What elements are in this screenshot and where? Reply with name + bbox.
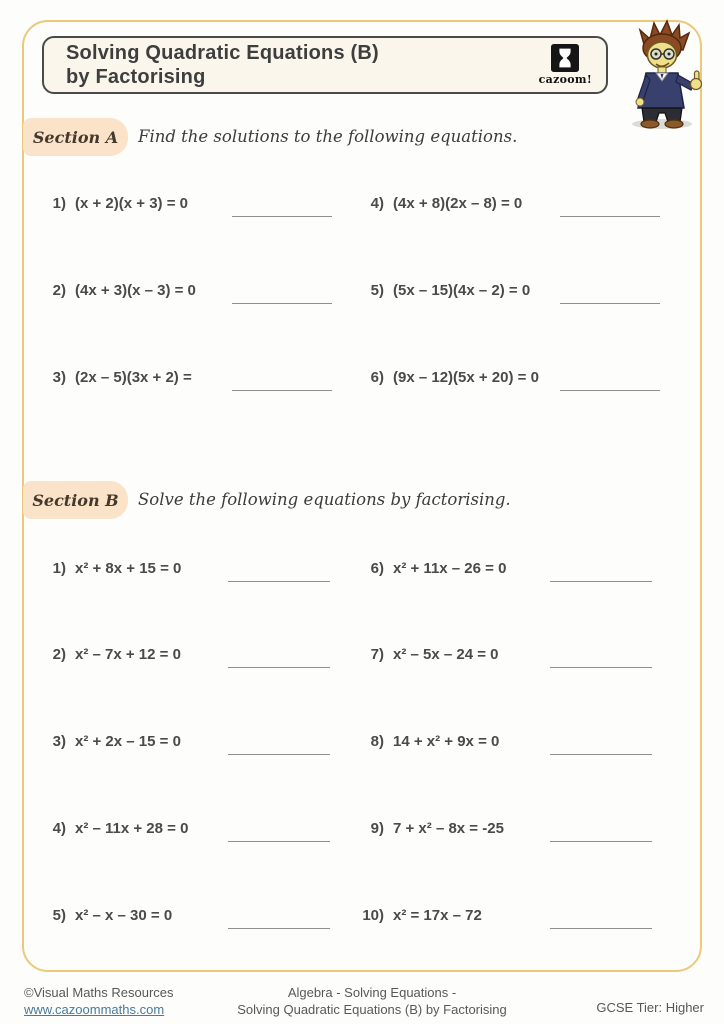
question-equation: 7 + x² – 8x = -25 <box>393 820 504 837</box>
question-row-b10 <box>356 907 482 924</box>
section-b-label: Section B <box>23 481 128 519</box>
question-row-b5 <box>38 907 172 924</box>
question-number: 6) <box>370 560 384 577</box>
question-number: 5) <box>370 282 384 299</box>
question-equation: x² – 11x + 28 = 0 <box>75 820 189 837</box>
answer-line-a6[interactable] <box>560 390 660 391</box>
question-number: 9) <box>370 820 384 837</box>
question-equation: (x + 2)(x + 3) = 0 <box>75 195 188 212</box>
question-number: 1) <box>52 560 66 577</box>
question-equation: (2x – 5)(3x + 2) = <box>75 369 192 386</box>
answer-line-a4[interactable] <box>560 216 660 217</box>
page-title-line1: Solving Quadratic Equations (B) <box>66 42 379 64</box>
answer-line-b8[interactable] <box>550 754 652 755</box>
answer-line-b5[interactable] <box>228 928 330 929</box>
question-equation: (9x – 12)(5x + 20) = 0 <box>393 369 539 386</box>
question-row-b3 <box>38 733 181 750</box>
footer-topic-line2: Solving Quadratic Equations (B) by Factorising <box>237 1002 507 1017</box>
question-row-a2 <box>38 282 196 299</box>
question-row-b8 <box>356 733 499 750</box>
question-number: 5) <box>52 907 66 924</box>
question-equation: x² – x – 30 = 0 <box>75 907 173 924</box>
question-row-a5 <box>356 282 530 299</box>
question-number: 2) <box>52 282 66 299</box>
website-link[interactable]: www.cazoommaths.com <box>24 1002 165 1017</box>
cazoom-logo <box>539 44 592 86</box>
answer-line-b7[interactable] <box>550 667 652 668</box>
question-number: 6) <box>370 369 384 386</box>
footer-topic-line1: Algebra - Solving Equations - <box>287 985 457 1000</box>
question-number: 8) <box>370 733 384 750</box>
answer-line-b10[interactable] <box>550 928 652 929</box>
page-title-line2: by Factorising <box>66 66 206 88</box>
question-equation: x² + 11x – 26 = 0 <box>393 560 507 577</box>
answer-line-b3[interactable] <box>228 754 330 755</box>
question-row-b7 <box>356 646 499 663</box>
question-row-b2 <box>38 646 181 663</box>
question-number: 10) <box>362 907 384 924</box>
answer-line-b1[interactable] <box>228 581 330 582</box>
question-equation: x² = 17x – 72 <box>393 907 482 924</box>
worksheet-title-box <box>42 36 608 94</box>
hourglass-icon <box>551 44 579 72</box>
question-number: 4) <box>370 195 384 212</box>
section-a-instruction: Find the solutions to the following equations. <box>138 127 518 146</box>
footer-topic-block <box>172 984 572 1018</box>
question-equation: (4x + 3)(x – 3) = 0 <box>75 282 196 299</box>
question-equation: x² – 7x + 12 = 0 <box>75 646 181 663</box>
question-row-a6 <box>356 369 539 386</box>
question-number: 3) <box>52 369 66 386</box>
question-row-b9 <box>356 820 504 837</box>
question-row-b1 <box>38 560 181 577</box>
question-equation: x² – 5x – 24 = 0 <box>393 646 499 663</box>
answer-line-a3[interactable] <box>232 390 332 391</box>
question-number: 4) <box>52 820 66 837</box>
question-equation: 14 + x² + 9x = 0 <box>393 733 500 750</box>
question-number: 3) <box>52 733 66 750</box>
answer-line-a1[interactable] <box>232 216 332 217</box>
question-equation: (5x – 15)(4x – 2) = 0 <box>393 282 531 299</box>
question-number: 7) <box>370 646 384 663</box>
question-equation: x² + 2x – 15 = 0 <box>75 733 181 750</box>
question-equation: (4x + 8)(2x – 8) = 0 <box>393 195 523 212</box>
question-number: 1) <box>52 195 66 212</box>
cazoom-logo-text: cazoom! <box>538 73 592 86</box>
answer-line-b6[interactable] <box>550 581 652 582</box>
question-row-a3 <box>38 369 192 386</box>
copyright-text: ©Visual Maths Resources <box>24 985 174 1000</box>
answer-line-b9[interactable] <box>550 841 652 842</box>
question-row-a4 <box>356 195 522 212</box>
question-row-b4 <box>38 820 188 837</box>
cartoon-boy-thumbs-up-icon <box>612 18 716 130</box>
question-row-a1 <box>38 195 188 212</box>
section-b-instruction: Solve the following equations by factorising. <box>138 490 511 509</box>
question-equation: x² + 8x + 15 = 0 <box>75 560 182 577</box>
question-row-b6 <box>356 560 506 577</box>
section-a-label: Section A <box>23 118 128 156</box>
tier-label: GCSE Tier: Higher <box>596 1000 704 1015</box>
answer-line-a2[interactable] <box>232 303 332 304</box>
answer-line-b2[interactable] <box>228 667 330 668</box>
question-number: 2) <box>52 646 66 663</box>
answer-line-b4[interactable] <box>228 841 330 842</box>
page-title <box>66 41 379 89</box>
answer-line-a5[interactable] <box>560 303 660 304</box>
footer-copyright-block <box>24 984 174 1018</box>
